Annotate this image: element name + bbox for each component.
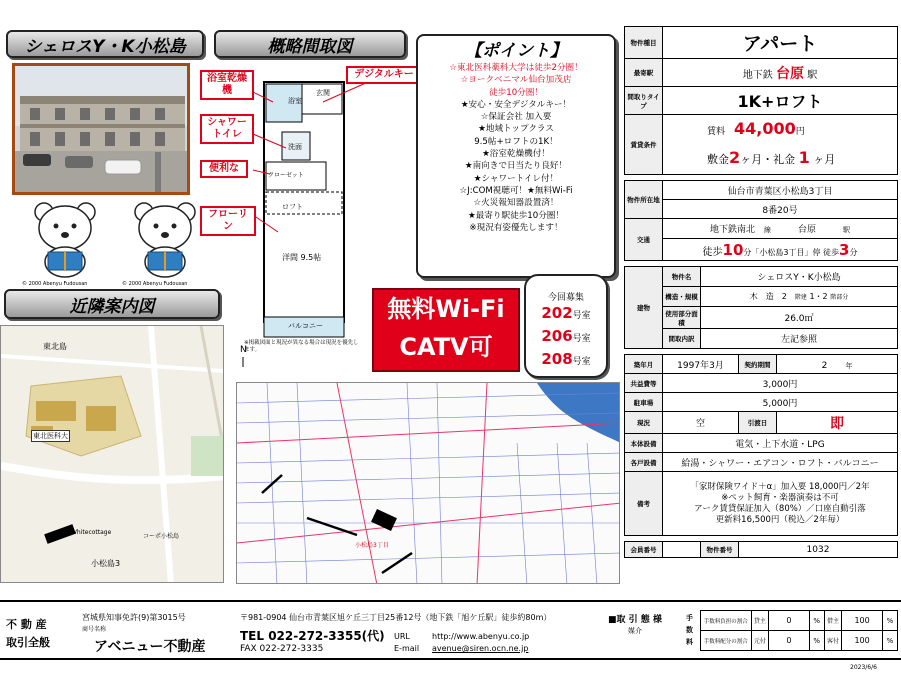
line-name: 地下鉄 bbox=[742, 69, 773, 81]
address-line2: 8番20号 bbox=[663, 200, 898, 219]
remarks-label: 備考 bbox=[625, 472, 663, 536]
rent-label: 賃料 bbox=[707, 127, 726, 137]
built-value: 1997年3月 bbox=[663, 355, 739, 374]
footer bbox=[0, 600, 901, 660]
fee-row bbox=[701, 611, 898, 631]
remark-line: 「家財保険ワイド＋α」加入要 18,000円／2年 bbox=[690, 481, 870, 492]
fee-cell-b: 客付 bbox=[824, 631, 842, 651]
map-label-university: 東北医科大 bbox=[33, 432, 68, 440]
fee-label: 手数料 bbox=[686, 614, 693, 646]
area-value: 26.0㎡ bbox=[701, 307, 898, 329]
building-name: シェロスY・K小松島 bbox=[701, 267, 898, 287]
room-balcony: バルコニー bbox=[288, 322, 323, 330]
wifi-catv-badge bbox=[372, 288, 520, 372]
fee-cell-a: 貸主 bbox=[751, 611, 769, 631]
trade-mode-label: ■取 引 態 様 bbox=[608, 615, 662, 625]
wifi-text: 無料Wi-Fi bbox=[387, 295, 505, 323]
points-title: 【ポイント】 bbox=[465, 41, 567, 61]
vacancy-room-suffix: 号室 bbox=[572, 334, 591, 344]
building-photo-drawing bbox=[15, 66, 187, 192]
vacancy-box bbox=[524, 274, 608, 378]
floorplan-banner-text: 概略間取図 bbox=[267, 36, 353, 57]
transport-line-suffix: 線 bbox=[763, 226, 771, 234]
vacancy-room-number: 202 bbox=[541, 304, 573, 322]
walk-mid: 分「小松島3丁目」停 徒歩 bbox=[743, 247, 840, 257]
transport-line: 地下鉄南北 bbox=[709, 225, 755, 235]
property-no-label: 物件番号 bbox=[701, 542, 739, 558]
contract-label: 契約期間 bbox=[739, 355, 777, 374]
structure-label: 構造・規模 bbox=[663, 287, 701, 307]
floorplan-banner bbox=[214, 30, 406, 58]
trade-mode-value: 媒介 bbox=[628, 627, 642, 635]
address-line1: 仙台市青葉区小松島3丁目 bbox=[663, 181, 898, 200]
floor-count-label: 階建 bbox=[794, 294, 807, 301]
walk-label: 徒歩 bbox=[702, 246, 723, 258]
member-no-label: 会員番号 bbox=[625, 542, 663, 558]
transport-label: 交通 bbox=[625, 219, 663, 261]
footer-label-trade: 取引全般 bbox=[6, 636, 50, 649]
vacancy-room bbox=[526, 303, 606, 326]
fee-cell-bp: 100 bbox=[842, 611, 882, 631]
move-in-label: 引渡日 bbox=[739, 412, 777, 434]
property-name-text: シェロスY・K小松島 bbox=[24, 36, 186, 57]
point-item: ★南向きで日当たり良好！ bbox=[464, 161, 568, 172]
fee-cell-b: 借主 bbox=[824, 611, 842, 631]
footer-label-realestate: 不 動 産 bbox=[6, 618, 47, 631]
point-item: ★浴室乾燥機付！ bbox=[482, 149, 550, 160]
station-suffix: 駅 bbox=[807, 69, 818, 81]
vacancy-room-suffix: 号室 bbox=[572, 357, 591, 367]
map-label: コーポ小松島 bbox=[143, 533, 180, 540]
floor-value: 1・2 bbox=[809, 292, 828, 301]
vacancy-rooms bbox=[526, 303, 606, 372]
parking-label: 駐車場 bbox=[625, 393, 663, 412]
unit-facility-value: 給湯・シャワー・エアコン・ロフト・バルコニー bbox=[663, 453, 898, 472]
area-map-banner-text: 近隣案内図 bbox=[69, 296, 155, 317]
unit-facility-label: 各戸設備 bbox=[625, 453, 663, 472]
point-item: ★地域トップクラス bbox=[478, 124, 554, 135]
points-box bbox=[416, 34, 616, 278]
point-item: ★シャワートイレ付！ bbox=[473, 173, 559, 184]
point-item: ☆火災報知器設置済！ bbox=[473, 198, 559, 209]
map-label: 小松島3 bbox=[91, 559, 121, 568]
callout-shower-toilet: シャワートイレ bbox=[200, 114, 254, 144]
property-type: アパート bbox=[663, 27, 898, 59]
area-map-right-drawing bbox=[237, 383, 620, 584]
room-entrance: 玄関 bbox=[316, 89, 330, 97]
room-loft: ロフト bbox=[282, 203, 303, 211]
map-label-area: 小松島3丁目 bbox=[355, 542, 389, 549]
deposit-label: 敷金 bbox=[707, 153, 729, 166]
type-label: 物件種目 bbox=[625, 27, 663, 59]
catv-text: CATV可 bbox=[399, 333, 493, 361]
callout-bath-dryer: 浴室乾燥機 bbox=[200, 70, 254, 100]
transport-station: 台原 bbox=[798, 225, 817, 235]
remark-line: 更新料16,500円（税込／2年毎） bbox=[715, 514, 845, 525]
mail-label: E-mail bbox=[394, 644, 420, 653]
rent-unit: 円 bbox=[795, 127, 805, 137]
fee-percent-sign: % bbox=[882, 631, 897, 651]
layout-detail-value: 左記参照 bbox=[701, 329, 898, 349]
map-label: 東北島 bbox=[43, 342, 67, 351]
point-item: 徒歩10分圏！ bbox=[489, 87, 543, 98]
fee-percent-sign: % bbox=[809, 631, 824, 651]
parking-value: 5,000円 bbox=[663, 393, 898, 412]
company-tel[interactable]: TEL 022-272-3355(代) bbox=[240, 629, 385, 643]
fee-percent-sign: % bbox=[882, 611, 897, 631]
company-url[interactable]: http://www.abenyu.co.jp bbox=[432, 632, 530, 641]
transport-station-suffix: 駅 bbox=[843, 226, 851, 234]
company-name: アベニュー不動産 bbox=[94, 639, 206, 655]
map-label: Whitecottage bbox=[71, 529, 112, 536]
point-item: ☆J:COM視聴可！★無料Wi-Fi bbox=[459, 185, 573, 196]
fee-cell-l: 手数料負担の割合 bbox=[701, 611, 752, 631]
status-label: 現況 bbox=[625, 412, 663, 434]
property-name-banner bbox=[6, 30, 204, 58]
walk-minutes-bus: 3 bbox=[839, 240, 850, 259]
layout-type: 1K+ロフト bbox=[663, 87, 898, 115]
layout-detail-label: 間取内訳 bbox=[663, 329, 701, 349]
structure-suffix: 造 bbox=[765, 292, 774, 301]
facility-value: 電気・上下水道・LPG bbox=[663, 434, 898, 453]
callout-flooring: フローリン bbox=[200, 206, 256, 236]
contract-value: 2 bbox=[821, 360, 828, 371]
point-item: ☆ヨークベニマル仙台加茂店 bbox=[460, 75, 572, 86]
fee-cell-ap: 0 bbox=[769, 631, 809, 651]
bear-copyright-2: © 2000 Abenyu Fudousan bbox=[122, 281, 188, 287]
room-western: 洋間 9.5帖 bbox=[282, 253, 322, 262]
company-fax: FAX 022-272-3335 bbox=[240, 644, 324, 654]
key-months: 1 bbox=[798, 148, 810, 167]
area-map-left-drawing bbox=[1, 326, 224, 583]
vacancy-room-number: 208 bbox=[541, 350, 573, 368]
footer-left bbox=[6, 616, 50, 652]
fee-percent-sign: % bbox=[809, 611, 824, 631]
print-date: 2023/6/6 bbox=[850, 664, 877, 671]
bear-mascot-1 bbox=[30, 200, 100, 280]
point-item: ★安心・安全デジタルキー！ bbox=[460, 99, 572, 110]
floor-suffix: 階部分 bbox=[830, 294, 849, 301]
move-in-value: 即 bbox=[777, 412, 898, 434]
area-map-right bbox=[236, 382, 620, 584]
floorplan-note: ※掲載図面と現況が異なる場合は現況を優先します。 bbox=[244, 340, 359, 353]
building-label: 建物 bbox=[625, 267, 663, 349]
license-number: 宮城県知事免許(9)第3015号 bbox=[82, 613, 186, 622]
fee-row bbox=[701, 631, 898, 651]
room-closet: クローゼット bbox=[268, 172, 304, 179]
remark-line: ※ペット飼育・楽器演奏は不可 bbox=[721, 492, 839, 503]
bear-copyright-1: © 2000 Abenyu Fudousan bbox=[22, 281, 88, 287]
callout-convenient: 便利な bbox=[200, 160, 248, 178]
area-map-left bbox=[0, 325, 224, 583]
station-name: 台原 bbox=[776, 65, 804, 82]
vacancy-title: 今回募集 bbox=[547, 293, 584, 303]
remarks-value bbox=[663, 472, 898, 536]
walk-unit: 分 bbox=[849, 247, 858, 257]
company-email[interactable]: avenue@siren.ocn.ne.jp bbox=[432, 644, 529, 653]
name-label: 物件名 bbox=[663, 267, 701, 287]
point-item: ※現況有姿優先します！ bbox=[469, 222, 563, 233]
months-unit: ヶ月 bbox=[813, 153, 836, 166]
key-money-label: ヶ月・礼金 bbox=[740, 153, 796, 166]
fee-cell-a: 元付 bbox=[751, 631, 769, 651]
svg-text:N: N bbox=[240, 345, 247, 355]
callout-digital-key: デジタルキー bbox=[346, 66, 422, 84]
structure-value: 木 bbox=[749, 292, 758, 301]
company-address: 〒981-0904 仙台市青葉区旭ケ丘三丁目25番12号（地下鉄「旭ケ丘駅」徒歩約80m） bbox=[240, 613, 552, 622]
floor-count: 2 bbox=[781, 292, 787, 301]
point-item: ☆東北医科薬科大学は徒歩2分圏！ bbox=[449, 63, 583, 73]
point-item: ☆保証会社 加入要 bbox=[480, 112, 552, 123]
built-label: 築年月 bbox=[625, 355, 663, 374]
common-fee-value: 3,000円 bbox=[663, 374, 898, 393]
url-label: URL bbox=[394, 632, 410, 641]
status-value: 空 bbox=[663, 412, 739, 434]
address-label: 物件所在地 bbox=[625, 181, 663, 219]
rent-group-label: 賃貸条件 bbox=[625, 115, 663, 175]
deposit-months: 2 bbox=[729, 148, 741, 167]
point-item: 9.5帖+ロフトの1K！ bbox=[474, 136, 558, 147]
contract-unit: 年 bbox=[845, 361, 853, 370]
vacancy-room-suffix: 号室 bbox=[572, 311, 591, 321]
point-item: ★最寄り駅徒歩10分圏！ bbox=[468, 210, 564, 221]
property-no-value: 1032 bbox=[739, 542, 898, 558]
fee-table bbox=[700, 610, 898, 651]
room-washroom: 洗面 bbox=[288, 143, 302, 151]
vacancy-room bbox=[526, 326, 606, 349]
station-label: 最寄駅 bbox=[625, 59, 663, 87]
trade-name-label: 商号名称 bbox=[82, 626, 107, 633]
bear-mascot-2 bbox=[130, 200, 200, 280]
remark-line: アーク賃貸保証加入（80%）／口座自動引落 bbox=[694, 503, 866, 514]
property-info-table bbox=[624, 26, 898, 558]
common-fee-label: 共益費等 bbox=[625, 374, 663, 393]
fee-cell-ap: 0 bbox=[769, 611, 809, 631]
points-list bbox=[422, 62, 610, 234]
area-map-banner bbox=[4, 289, 220, 319]
fee-cell-l: 手数料配分の割合 bbox=[701, 631, 752, 651]
vacancy-room-number: 206 bbox=[541, 327, 573, 345]
rent-value: 44,000 bbox=[734, 119, 796, 138]
building-photo bbox=[12, 63, 190, 195]
walk-minutes: 10 bbox=[722, 240, 744, 259]
facility-label: 本体設備 bbox=[625, 434, 663, 453]
layout-label: 間取りタイプ bbox=[625, 87, 663, 115]
member-no-value bbox=[663, 542, 701, 558]
room-bath: 浴室 bbox=[288, 97, 302, 105]
vacancy-room bbox=[526, 349, 606, 372]
area-label: 使用部分面積 bbox=[663, 307, 701, 329]
fee-cell-bp: 100 bbox=[842, 631, 882, 651]
